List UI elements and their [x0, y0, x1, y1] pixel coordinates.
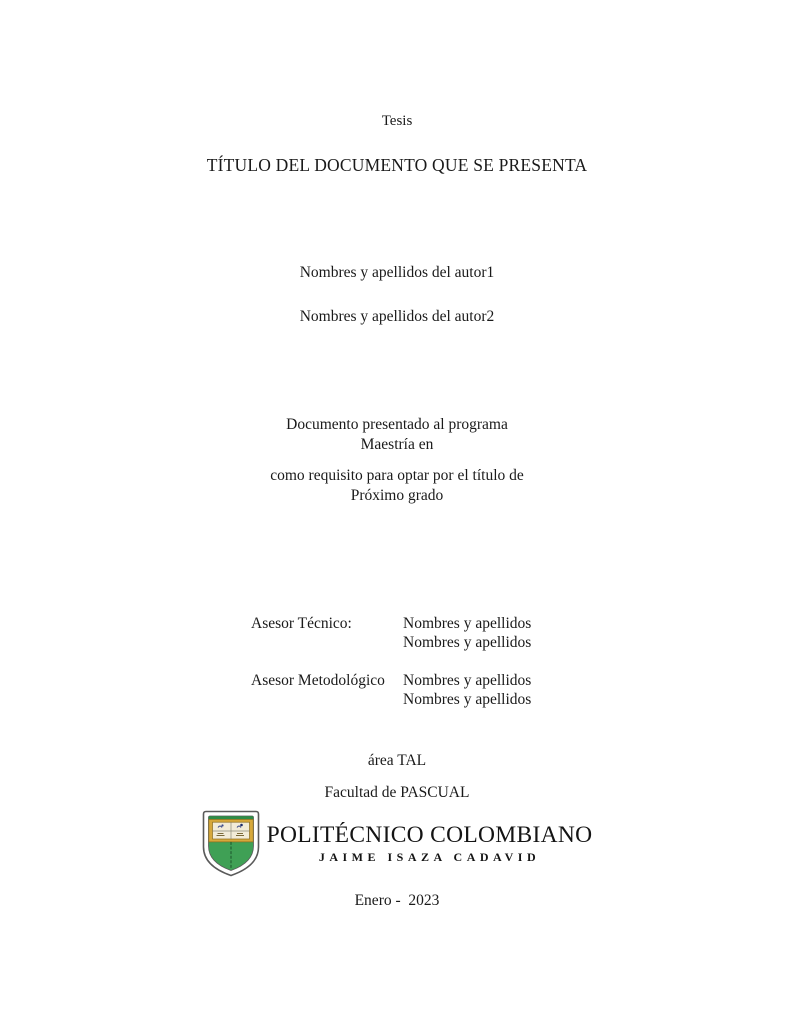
- university-subtitle: JAIME ISAZA CADAVID: [318, 850, 541, 864]
- advisor-technical-name-2: Nombres y apellidos: [403, 634, 532, 651]
- document-type: Tesis: [381, 113, 413, 129]
- date-line: Enero - 2023: [354, 892, 440, 909]
- document-title: TÍTULO DEL DOCUMENTO QUE SE PRESENTA: [206, 155, 588, 175]
- advisor-names-methodological: [403, 671, 531, 709]
- advisor-role-methodological: Asesor Metodológico: [251, 672, 385, 689]
- presentation-line-4: Próximo grado: [350, 487, 444, 504]
- author-2: Nombres y apellidos del autor2: [299, 308, 495, 325]
- presentation-line-2: Maestría en: [360, 436, 434, 453]
- advisor-names-technical: [403, 614, 531, 652]
- university-crest-icon: [202, 810, 260, 877]
- presentation-line-1: Documento presentado al programa: [286, 416, 508, 433]
- faculty-line: Facultad de PASCUAL: [324, 784, 470, 801]
- area-line: área TAL: [367, 752, 427, 769]
- advisor-methodological-name-2: Nombres y apellidos: [403, 691, 532, 708]
- university-name: POLITÉCNICO COLOMBIANO: [266, 822, 593, 848]
- presentation-line-3: como requisito para optar por el título de: [270, 467, 524, 484]
- university-logo: [0, 810, 794, 877]
- advisor-role-technical: Asesor Técnico:: [251, 615, 352, 632]
- advisors-table: [251, 614, 531, 709]
- university-logo-text: [267, 822, 593, 865]
- advisor-methodological-name-1: Nombres y apellidos: [403, 672, 532, 689]
- advisor-technical-name-1: Nombres y apellidos: [403, 615, 532, 632]
- author-1: Nombres y apellidos del autor1: [299, 264, 495, 281]
